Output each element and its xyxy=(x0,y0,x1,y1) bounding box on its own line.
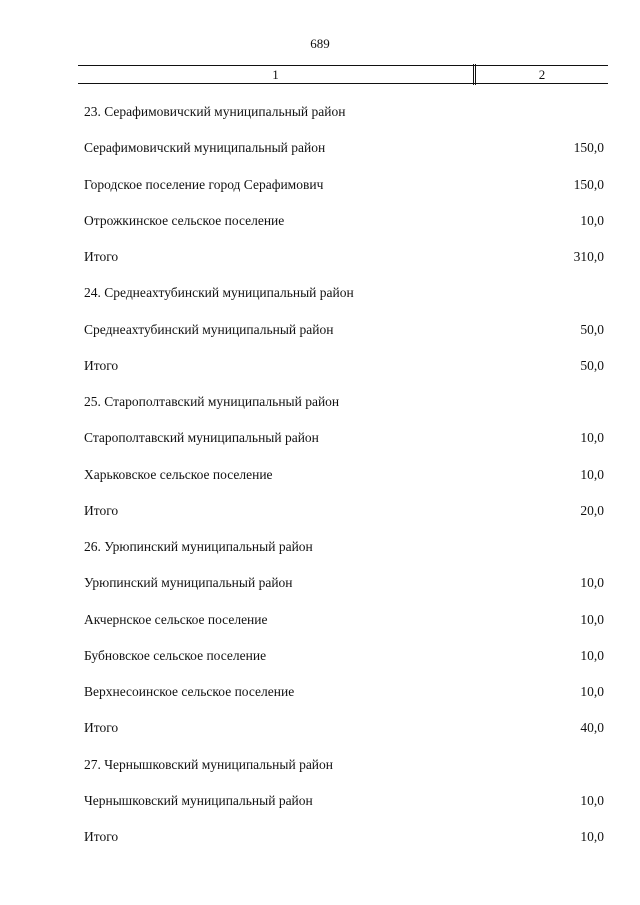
row-label: Верхнесоинское сельское поселение xyxy=(84,684,295,700)
row-label: Акчернское сельское поселение xyxy=(84,611,268,627)
row-value: 40,0 xyxy=(580,720,604,736)
table-row xyxy=(84,747,604,783)
row-label: 24. Среднеахтубинский муниципальный район xyxy=(84,285,354,301)
row-label: Итого xyxy=(84,249,119,265)
table-row xyxy=(84,130,604,166)
table-row xyxy=(84,602,604,638)
row-value: 10,0 xyxy=(580,466,604,482)
row-value: 10,0 xyxy=(580,792,604,808)
row-value: 50,0 xyxy=(580,321,604,337)
row-label: 27. Чернышковский муниципальный район xyxy=(84,756,334,772)
row-value: 10,0 xyxy=(580,647,604,663)
row-label: Городское поселение город Серафимович xyxy=(84,176,324,192)
table-row xyxy=(84,783,604,819)
table-row xyxy=(84,529,604,565)
row-label: 25. Старополтавский муниципальный район xyxy=(84,394,340,410)
row-value: 10,0 xyxy=(580,430,604,446)
table-row xyxy=(84,167,604,203)
row-value: 10,0 xyxy=(580,829,604,845)
column-header-2: 2 xyxy=(538,67,546,82)
table-row xyxy=(84,312,604,348)
row-value: 10,0 xyxy=(580,684,604,700)
row-label: 26. Урюпинский муниципальный район xyxy=(84,539,313,555)
table-row xyxy=(84,674,604,710)
row-label: Итого xyxy=(84,829,119,845)
row-label: Итого xyxy=(84,357,119,373)
table-row xyxy=(84,457,604,493)
table-body xyxy=(84,94,604,855)
row-label: 23. Серафимовичский муниципальный район xyxy=(84,104,346,120)
row-label: Харьковское сельское поселение xyxy=(84,466,273,482)
row-value: 150,0 xyxy=(573,176,604,192)
row-label: Серафимовичский муниципальный район xyxy=(84,140,326,156)
table-row xyxy=(84,710,604,746)
table-row xyxy=(84,565,604,601)
table-row xyxy=(84,203,604,239)
table-row xyxy=(84,275,604,311)
table-row xyxy=(84,239,604,275)
column-header-1: 1 xyxy=(272,67,279,82)
table-row xyxy=(84,94,604,130)
table-row xyxy=(84,638,604,674)
row-value: 20,0 xyxy=(580,502,604,518)
row-value: 10,0 xyxy=(580,611,604,627)
row-label: Чернышковский муниципальный район xyxy=(84,792,313,808)
table-column-header xyxy=(78,65,608,84)
column-divider xyxy=(473,64,474,85)
row-value: 310,0 xyxy=(573,249,604,265)
table-row xyxy=(84,493,604,529)
page-number: 689 xyxy=(310,36,330,51)
row-value: 10,0 xyxy=(580,212,604,228)
table-row xyxy=(84,348,604,384)
row-label: Итого xyxy=(84,502,119,518)
row-label: Итого xyxy=(84,720,119,736)
row-value: 50,0 xyxy=(580,357,604,373)
table-row xyxy=(84,384,604,420)
row-value: 150,0 xyxy=(573,140,604,156)
row-label: Урюпинский муниципальный район xyxy=(84,575,293,591)
table-row xyxy=(84,819,604,855)
table-row xyxy=(84,420,604,456)
row-label: Отрожкинское сельское поселение xyxy=(84,212,285,228)
row-label: Старополтавский муниципальный район xyxy=(84,430,319,446)
row-value: 10,0 xyxy=(580,575,604,591)
row-label: Бубновское сельское поселение xyxy=(84,647,267,663)
row-label: Среднеахтубинский муниципальный район xyxy=(84,321,334,337)
